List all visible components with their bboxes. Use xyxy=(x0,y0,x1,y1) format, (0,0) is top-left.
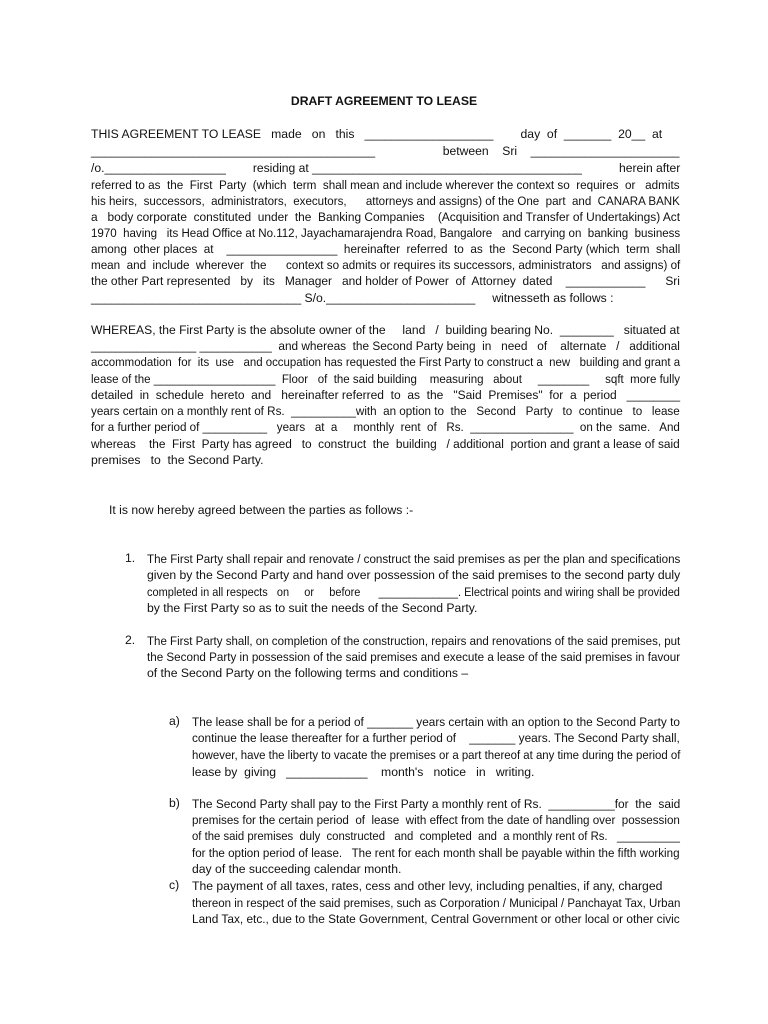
subclause-line: lease by giving ____________ month's notice in writing. xyxy=(192,765,535,779)
preamble-line: _______________________________ S/o.______________________ witnesseth as follows : xyxy=(91,291,614,305)
preamble-line: 1970 having its Head Office at No.112, Jayachamarajendra Road, Bangalore and carrying on banking business xyxy=(91,226,681,240)
clause-line: the Second Party in possession of the said premises and execute a lease of the said premises in favour xyxy=(147,650,681,664)
subclause-label: c) xyxy=(169,878,180,892)
clause-line: The First Party shall repair and renovate / construct the said premises as per the plan and specifications xyxy=(147,552,681,566)
document-title: DRAFT AGREEMENT TO LEASE xyxy=(290,94,478,108)
whereas-line: for a further period of __________ years at a monthly rent of Rs. ________________ on the same. And xyxy=(91,420,680,434)
subclause-label: a) xyxy=(169,714,180,728)
preamble-line: the other Part represented by its Manager and holder of Power of Attorney dated ____________ Sri xyxy=(91,274,680,288)
clause-number: 1. xyxy=(125,551,136,565)
whereas-line: accommodation for its use and occupation has requested the First Party to construct a new building and grant a xyxy=(91,355,681,369)
preamble-line: mean and include wherever the context so admits or requires its successors, administrators and assigns) of xyxy=(91,258,681,272)
preamble-line: among other places at _________________ hereinafter referred to as the Second Party (which term shall xyxy=(91,242,681,256)
subclause-line: The Second Party shall pay to the First Party a monthly rent of Rs. __________for the said xyxy=(192,797,681,811)
subclause-line: for the option period of lease. The rent for each month shall be payable within the fifth working xyxy=(192,846,680,860)
whereas-line: ________________ ___________ and whereas the Second Party being in need of alternate / additional xyxy=(91,339,680,353)
subclause-line: The payment of all taxes, rates, cess and other levy, including penalties, if any, charged xyxy=(192,879,663,893)
clause-line: of the Second Party on the following terms and conditions – xyxy=(147,666,469,680)
preamble-line: __________________________________________ between Sri ______________________ xyxy=(91,144,680,158)
whereas-line: years certain on a monthly rent of Rs. __________with an option to the Second Party to continue to lease xyxy=(91,404,680,418)
clause-line: The First Party shall, on completion of the construction, repairs and renovations of the said premises, put xyxy=(147,634,681,648)
subclause-line: thereon in respect of the said premises, such as Corporation / Municipal / Panchayat Tax, Urban xyxy=(192,896,681,910)
whereas-line: whereas the First Party has agreed to construct the building / additional portion and grant a lease of said xyxy=(91,437,680,451)
clause-number: 2. xyxy=(125,633,136,647)
subclause-line: day of the succeeding calendar month. xyxy=(192,862,402,876)
whereas-line: lease of the ___________________ Floor of the said building measuring about ________ sqft more fully xyxy=(91,372,681,386)
subclause-line: continue the lease thereafter for a further period of _______ years. The Second Party shall, xyxy=(192,731,680,745)
subclause-line: of the said premises duly constructed and completed and a monthly rent of Rs. __________ xyxy=(192,829,680,843)
subclause-label: b) xyxy=(169,796,180,810)
preamble-line: a body corporate constituted under the Banking Companies (Acquisition and Transfer of Undertakings) Act xyxy=(91,210,681,224)
preamble-line: /o.__________________ residing at ________________________________________ herein after xyxy=(91,161,681,175)
subclause-line: however, have the liberty to vacate the premises or a part thereof at any time during the period of xyxy=(192,748,681,762)
agreed-intro: It is now hereby agreed between the parties as follows :- xyxy=(109,503,414,517)
clause-line: completed in all respects on or before _____________. Electrical points and wiring shall be provided xyxy=(147,585,680,599)
preamble-line: his heirs, successors, administrators, executors, attorneys and assigns) of the One part and CANARA BANK xyxy=(91,194,680,208)
whereas-line: detailed in schedule hereto and hereinafter referred to as the "Said Premises" for a period ________ xyxy=(91,388,681,402)
subclause-line: Land Tax, etc., due to the State Government, Central Government or other local or other civic xyxy=(192,912,680,926)
preamble-line: referred to as the First Party (which term shall mean and include wherever the context so requires or admits xyxy=(91,178,680,192)
whereas-line: premises to the Second Party. xyxy=(91,453,264,467)
subclause-line: premises for the certain period of lease with effect from the date of handling over possession xyxy=(192,813,680,827)
whereas-line: WHEREAS, the First Party is the absolute owner of the land / building bearing No. ________ situated at xyxy=(91,323,680,337)
subclause-line: The lease shall be for a period of _______ years certain with an option to the Second Party to xyxy=(192,715,680,729)
preamble-line: THIS AGREEMENT TO LEASE made on this ___________________ day of _______ 20__ at xyxy=(91,127,663,141)
clause-line: by the First Party so as to suit the needs of the Second Party. xyxy=(147,601,478,615)
clause-line: given by the Second Party and hand over possession of the said premises to the second party duly xyxy=(147,568,681,582)
